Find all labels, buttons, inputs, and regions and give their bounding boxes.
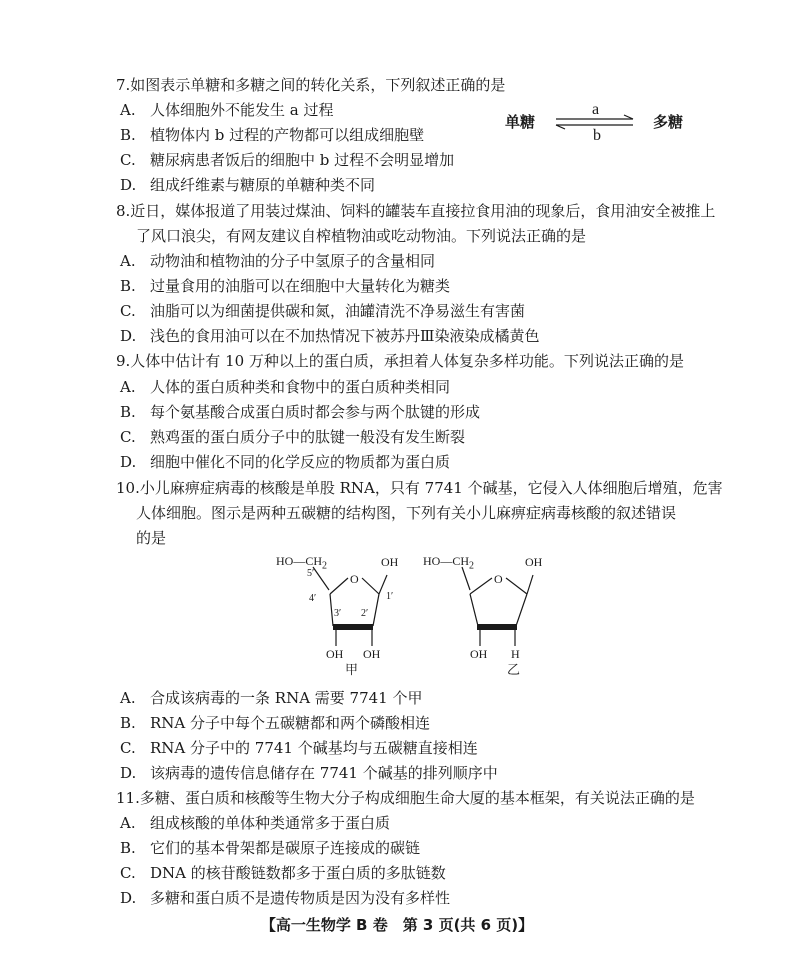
q11-option-b: [120, 839, 420, 857]
label-2prime: 2′: [361, 608, 369, 619]
caption-jia: 甲: [345, 662, 359, 677]
option-text: 它们的基本骨架都是碳原子连接成的碳链: [150, 839, 421, 857]
c2-oh-left: OH: [363, 647, 381, 661]
option-label: B.: [120, 714, 136, 732]
c1-oh-right: OH: [525, 555, 543, 569]
ring-right-side: [373, 594, 379, 626]
option-label: B.: [120, 126, 136, 144]
option-label: D.: [120, 327, 137, 345]
ho-text: HO: [276, 554, 294, 568]
option-label: C.: [120, 739, 136, 757]
q10-stem-line2: 人体细胞。图示是两种五碳糖的结构图，下列有关小儿麻痹症病毒核酸的叙述错误: [136, 504, 677, 522]
option-text: RNA 分子中每个五碳糖都和两个磷酸相连: [150, 714, 431, 732]
option-label: A.: [120, 378, 136, 396]
option-text: 每个氨基酸合成蛋白质时都会参与两个肽键的形成: [150, 403, 481, 421]
option-text: 人体细胞外不能发生 a 过程: [150, 101, 334, 119]
ho-left: $HO—CH_2$: [276, 554, 328, 572]
ch2-text: CH: [305, 554, 323, 568]
option-text: 合成该病毒的一条 RNA 需要 7741 个甲: [150, 689, 423, 707]
option-text: 组成纤维素与糖原的单糖种类不同: [150, 176, 376, 194]
q10-option-d: [120, 764, 498, 782]
page-footer: 【高一生物学 B 卷 第 3 页(共 6 页)】: [260, 916, 534, 934]
option-text: 组成核酸的单体种类通常多于蛋白质: [150, 814, 391, 832]
q11-option-c: [120, 864, 446, 882]
q11-stem: 11.多糖、蛋白质和核酸等生物大分子构成细胞生命大厦的基本框架，有关说法正确的是: [116, 789, 695, 807]
subscript-2: 2: [322, 560, 328, 572]
ring-o-right: [506, 578, 527, 594]
option-text: 油脂可以为细菌提供碳和氮，油罐清洗不净易滋生有害菌: [150, 302, 526, 320]
option-text: 细胞中催化不同的化学反应的物质都为蛋白质: [150, 453, 451, 471]
ring-oxygen-right: O: [494, 572, 503, 586]
label-1prime: 1′: [386, 591, 394, 602]
option-label: C.: [120, 151, 136, 169]
q10-stem-line3: 的是: [136, 529, 167, 547]
ring-left-side: [330, 594, 333, 626]
q11-option-d: [120, 889, 450, 907]
option-text: 动物油和植物油的分子中氢原子的含量相同: [150, 252, 436, 270]
c3-oh-left: OH: [326, 647, 344, 661]
option-label: D.: [120, 453, 137, 471]
label-5prime: 5′: [307, 568, 315, 579]
c2-h-right: H: [511, 647, 520, 661]
option-label: D.: [120, 764, 137, 782]
ch2-text: CH: [452, 554, 470, 568]
c1-oh-bond: [527, 575, 533, 594]
option-label: A.: [120, 252, 136, 270]
option-label: B.: [120, 277, 136, 295]
ho-text: HO: [423, 554, 441, 568]
polysaccharide-label: 多糖: [653, 113, 684, 131]
ring-o-left: [470, 578, 492, 594]
option-text: 多糖和蛋白质不是遗传物质是因为没有多样性: [150, 889, 451, 907]
q10-option-b: [120, 714, 430, 732]
option-text: 熟鸡蛋的蛋白质分子中的肽键一般没有发生断裂: [150, 428, 466, 446]
bold-bottom-bond: [333, 624, 373, 630]
q11-option-a: [120, 814, 390, 832]
label-3prime: 3′: [334, 608, 342, 619]
ho-right: $HO—CH_2$: [423, 554, 475, 572]
option-label: B.: [120, 839, 136, 857]
option-text: DNA 的核苷酸链数都多于蛋白质的多肽链数: [150, 864, 446, 882]
option-label: A.: [120, 814, 136, 832]
c3-oh-right: OH: [470, 647, 488, 661]
option-text: 过量食用的油脂可以在细胞中大量转化为糖类: [150, 277, 451, 295]
option-label: C.: [120, 302, 136, 320]
option-text: 该病毒的遗传信息储存在 7741 个碱基的排列顺序中: [150, 764, 498, 782]
label-4prime: 4′: [309, 593, 317, 604]
option-label: D.: [120, 889, 137, 907]
option-label: C.: [120, 428, 136, 446]
ring-o-left: [330, 578, 348, 594]
q9-stem: 9.人体中估计有 10 万种以上的蛋白质，承担着人体复杂多样功能。下列说法正确的是: [116, 352, 684, 370]
bold-bottom-bond: [477, 624, 517, 630]
option-text: 植物体内 b 过程的产物都可以组成细胞壁: [150, 126, 425, 144]
option-label: C.: [120, 864, 136, 882]
q10-option-c: [120, 739, 478, 757]
monosaccharide-label: 单糖: [505, 113, 536, 131]
option-label: A.: [120, 689, 136, 707]
ring-left-side: [470, 594, 478, 626]
option-label: A.: [120, 101, 136, 119]
option-text: 浅色的食用油可以在不加热情况下被苏丹Ⅲ染液染成橘黄色: [150, 327, 540, 345]
ring-oxygen-left: O: [350, 572, 359, 586]
subscript-2: 2: [469, 560, 475, 572]
option-label: D.: [120, 176, 137, 194]
c1-oh-left: OH: [381, 555, 399, 569]
q10-stem-line1: 10.小儿麻痹症病毒的核酸是单股 RNA，只有 7741 个碱基，它侵入人体细胞后增殖，危害: [116, 479, 723, 497]
option-text: RNA 分子中的 7741 个碱基均与五碳糖直接相连: [150, 739, 478, 757]
q7-stem: 7.如图表示单糖和多糖之间的转化关系，下列叙述正确的是: [116, 76, 506, 94]
option-text: 糖尿病患者饭后的细胞中 b 过程不会明显增加: [150, 151, 455, 169]
q10-option-a: [120, 689, 423, 707]
process-b-label: b: [593, 127, 601, 144]
q8-stem-line2: 了风口浪尖，有网友建议自榨植物油或吃动物油。下列说法正确的是: [136, 227, 587, 245]
option-text: 人体的蛋白质种类和食物中的蛋白质种类相同: [150, 378, 451, 396]
ring-o-right: [362, 578, 379, 594]
process-a-label: a: [592, 101, 600, 118]
q8-stem-line1: 8.近日，媒体报道了用装过煤油、饲料的罐装车直接拉食用油的现象后，食用油安全被推上: [116, 202, 716, 220]
caption-yi: 乙: [507, 662, 521, 677]
option-label: B.: [120, 403, 136, 421]
ring-right-side: [516, 594, 527, 626]
